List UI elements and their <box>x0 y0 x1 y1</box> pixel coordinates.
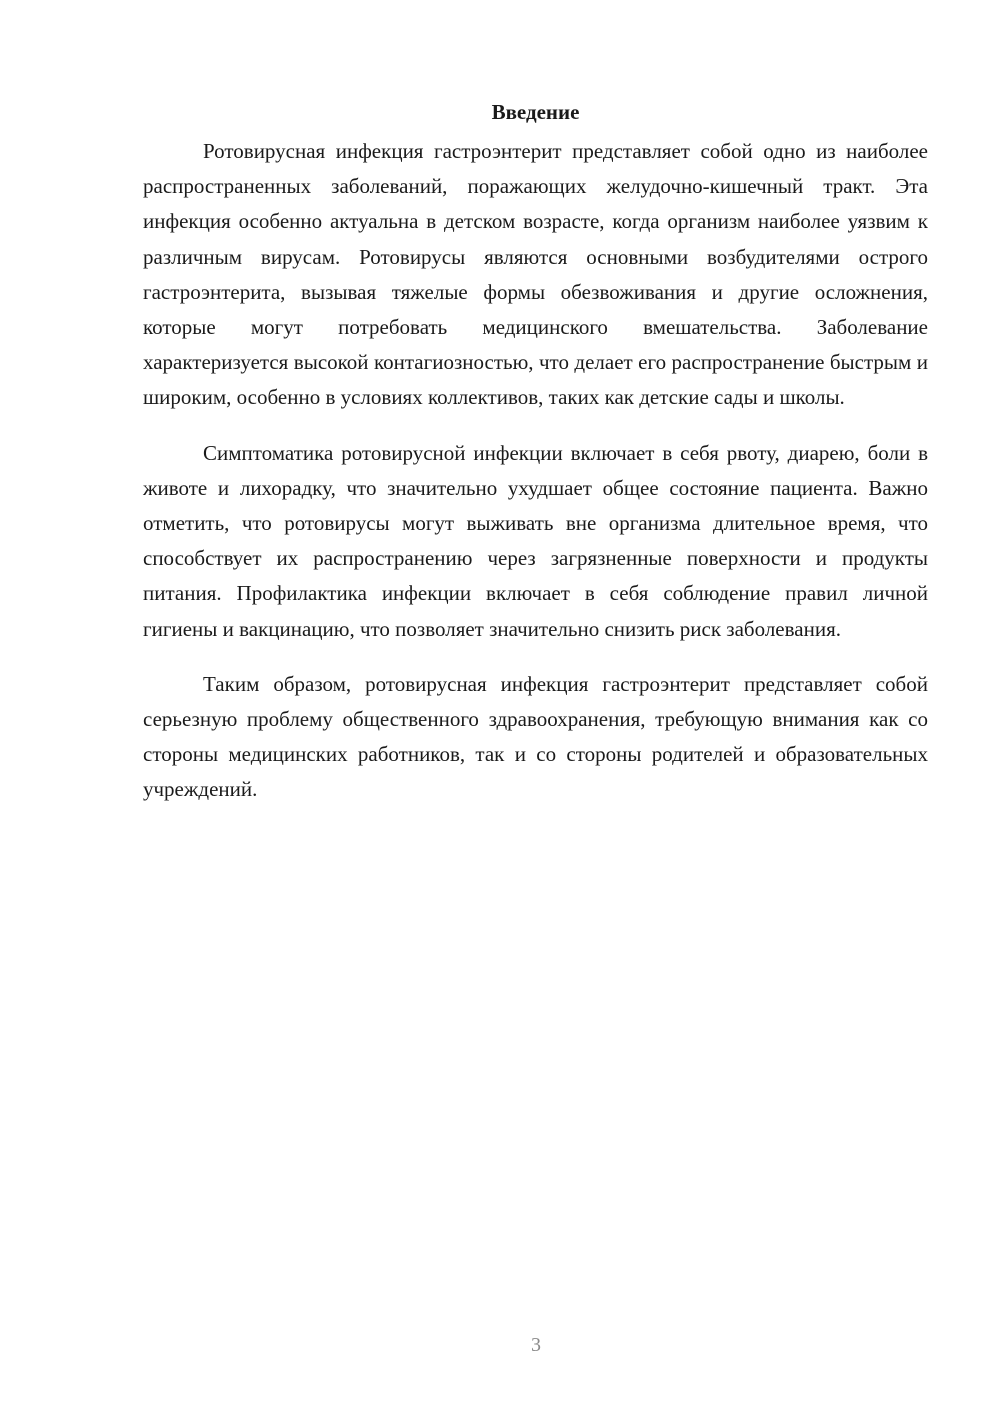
paragraph-intro: Ротовирусная инфекция гастроэнтерит представляет собой одно из наиболее распространенных заболеваний, поражающих желудочно-кишечный тракт. Эта инфекция особенно актуальна в детском возрасте, когда организм наиболее уязвим к различным вирусам. Ротовирусы являются основными возбудителями острого гастроэнтерита, вызывая тяжелые формы обезвоживания и другие осложнения, которые могут потребовать медицинского вмешательства. Заболевание характеризуется высокой контагиозностью, что делает его распространение быстрым и широким, особенно в условиях коллективов, таких как детские сады и школы. <box>143 139 928 410</box>
section-title: Введение <box>491 100 580 124</box>
paragraph-symptoms: Симптоматика ротовирусной инфекции включает в себя рвоту, диарею, боли в животе и лихорадку, что значительно ухудшает общее состояние пациента. Важно отметить, что ротовирусы могут выживать вне организма длительное время, что способствует их распространению через загрязненные поверхности и продукты питания. Профилактика инфекции включает в себя соблюдение правил личной гигиены и вакцинацию, что позволяет значительно снизить риск заболевания. <box>143 440 928 641</box>
paragraph-conclusion: Таким образом, ротовирусная инфекция гастроэнтерит представляет собой серьезную проблему общественного здравоохранения, требующую внимания как со стороны медицинских работников, так и со стороны родителей и образовательных учреждений. <box>143 671 928 802</box>
page-number: 3 <box>531 1334 541 1356</box>
page-content <box>143 98 928 828</box>
